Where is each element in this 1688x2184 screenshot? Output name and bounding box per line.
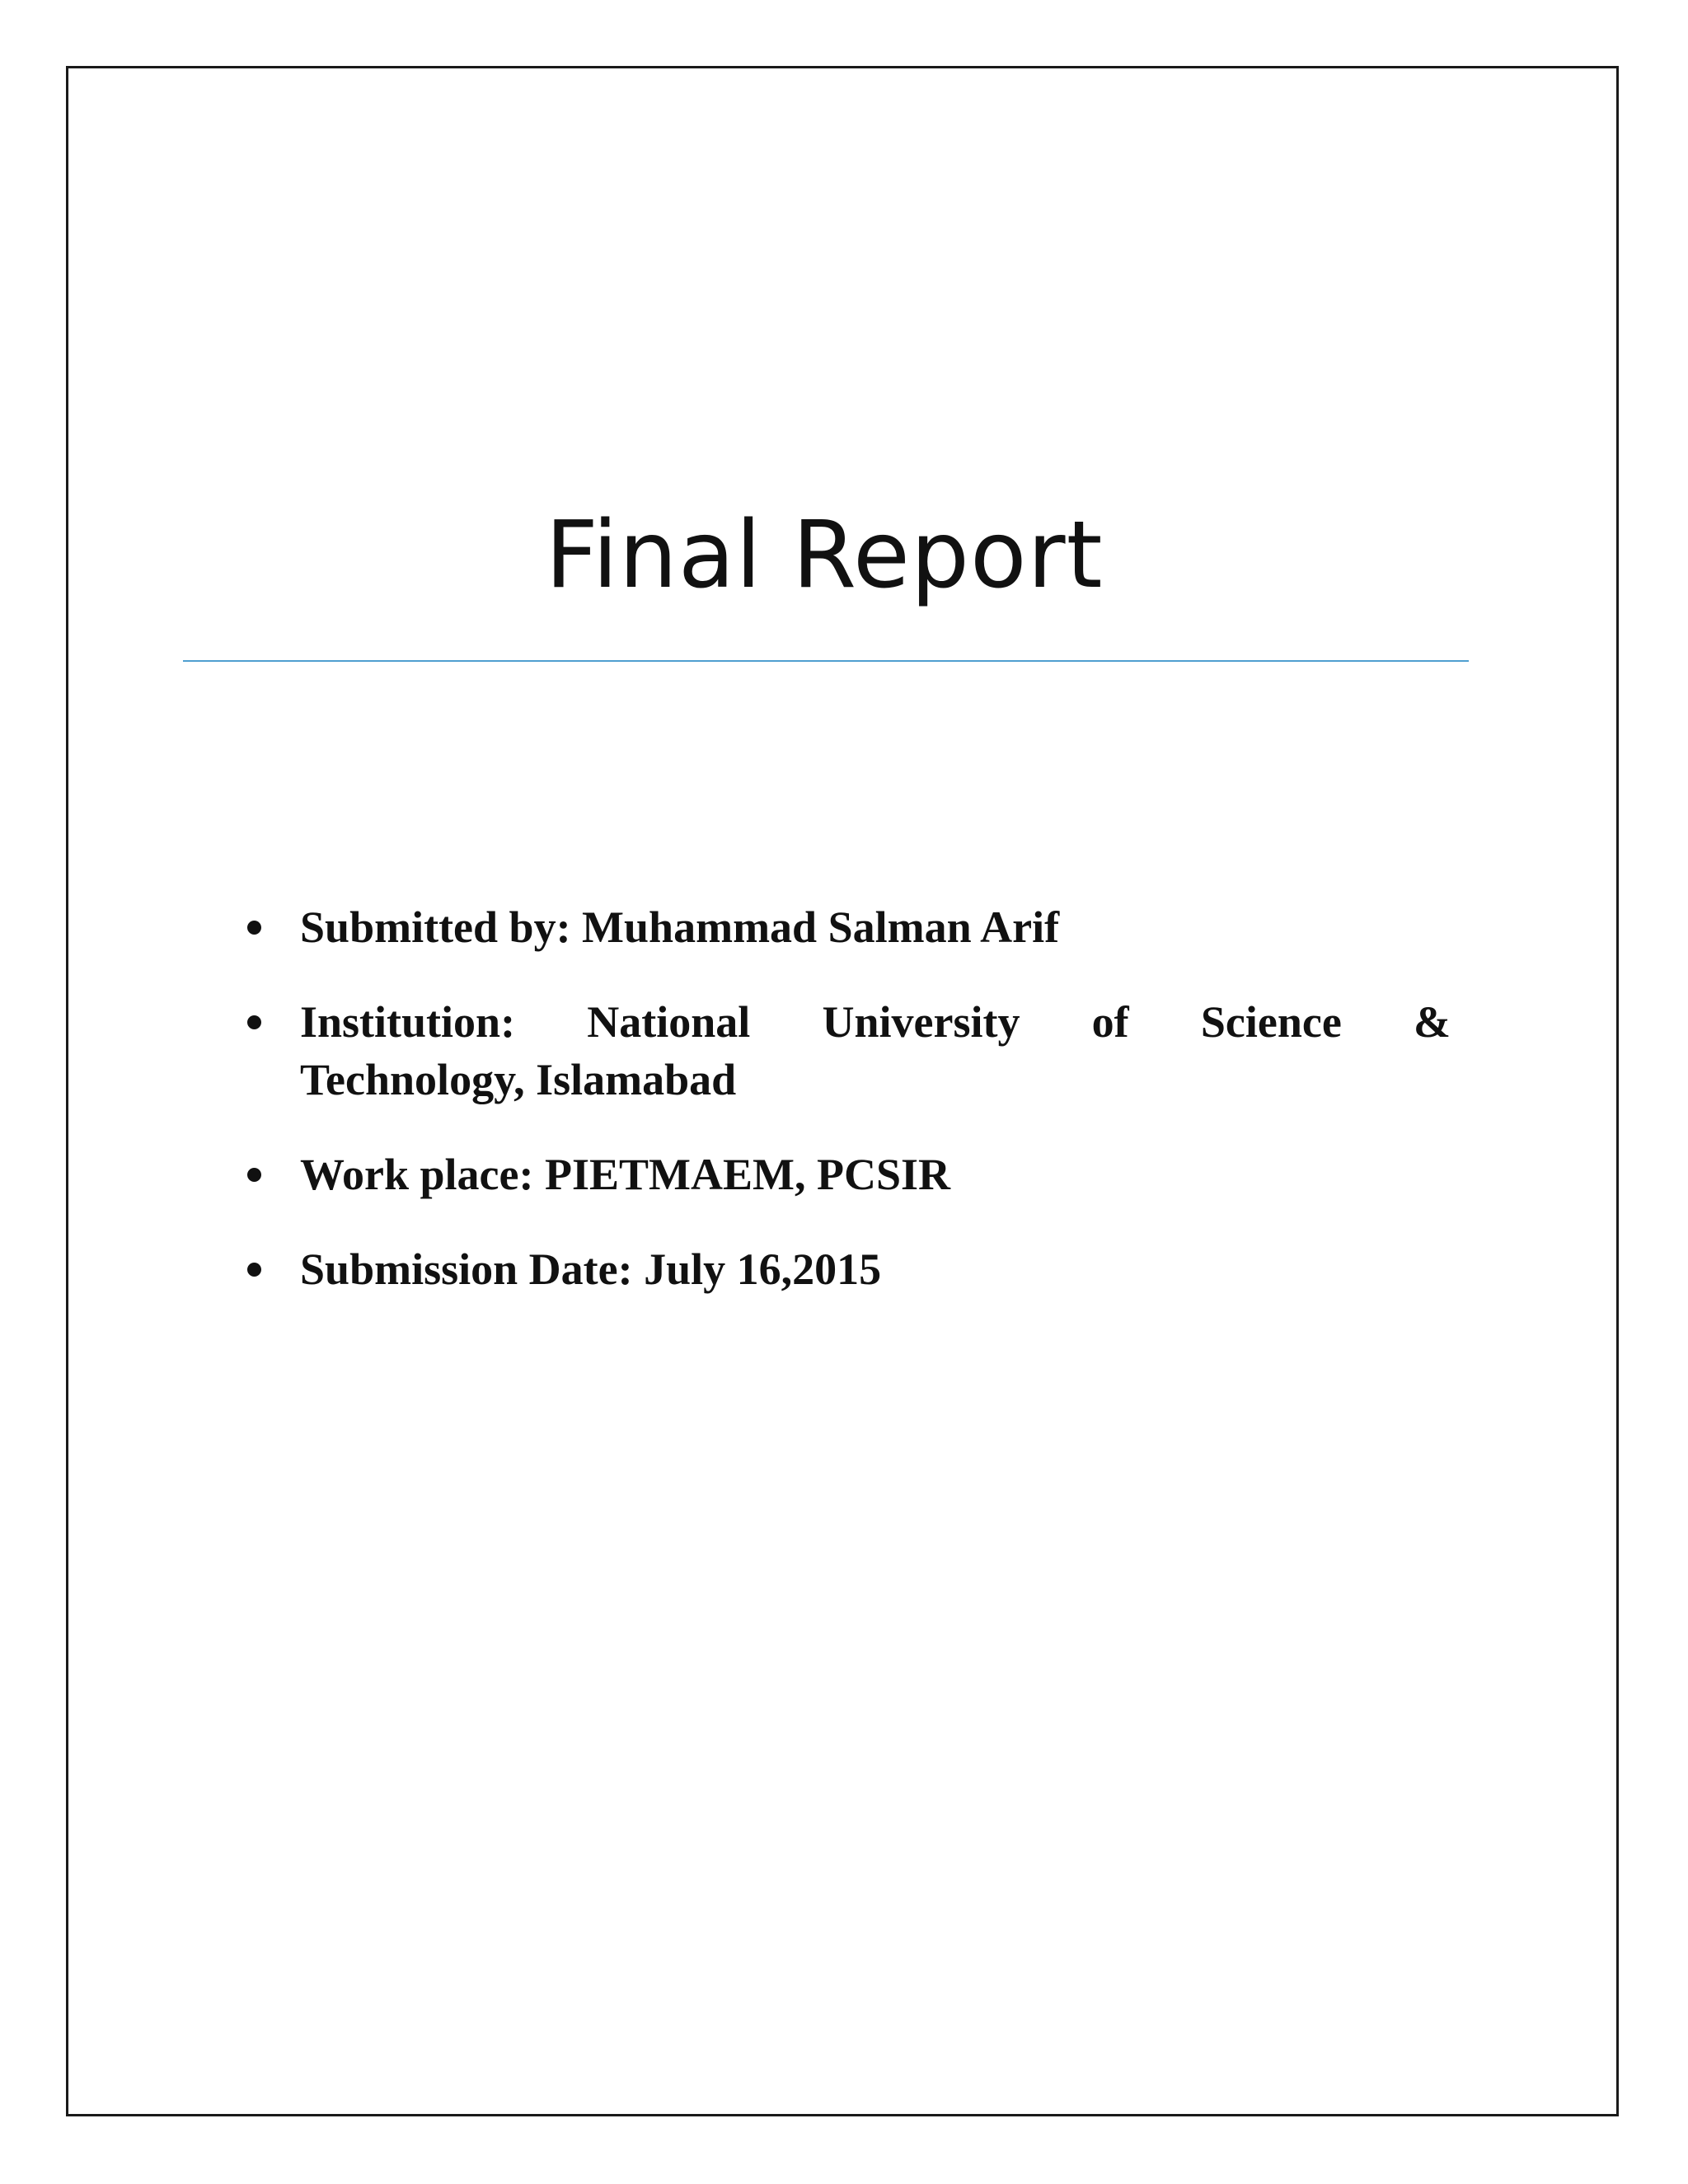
list-item-submission-date	[247, 1240, 1451, 1298]
institution-word: National	[587, 997, 751, 1047]
submitted-by-text: Submitted by: Muhammad Salman Arif	[300, 902, 1060, 952]
submission-date-text: Submission Date: July 16,2015	[300, 1244, 882, 1294]
bullet-icon	[247, 921, 261, 935]
institution-line-1	[300, 993, 1451, 1051]
institution-word: Institution:	[300, 997, 516, 1047]
bullet-icon	[247, 1015, 261, 1029]
institution-word: University	[822, 997, 1020, 1047]
institution-word: of	[1091, 997, 1129, 1047]
list-item-work-place	[247, 1146, 1451, 1203]
institution-word: &	[1414, 997, 1451, 1047]
list-item-submitted-by	[247, 898, 1451, 956]
institution-line-2: Technology, Islamabad	[300, 1055, 737, 1104]
title-underline	[183, 660, 1469, 662]
bullet-icon	[247, 1263, 261, 1277]
list-item-institution	[247, 993, 1451, 1108]
page-title: Final Report	[545, 502, 1104, 609]
work-place-text: Work place: PIETMAEM, PCSIR	[300, 1150, 950, 1199]
bullet-icon	[247, 1168, 261, 1182]
institution-word: Science	[1200, 997, 1342, 1047]
details-list	[247, 898, 1451, 1335]
